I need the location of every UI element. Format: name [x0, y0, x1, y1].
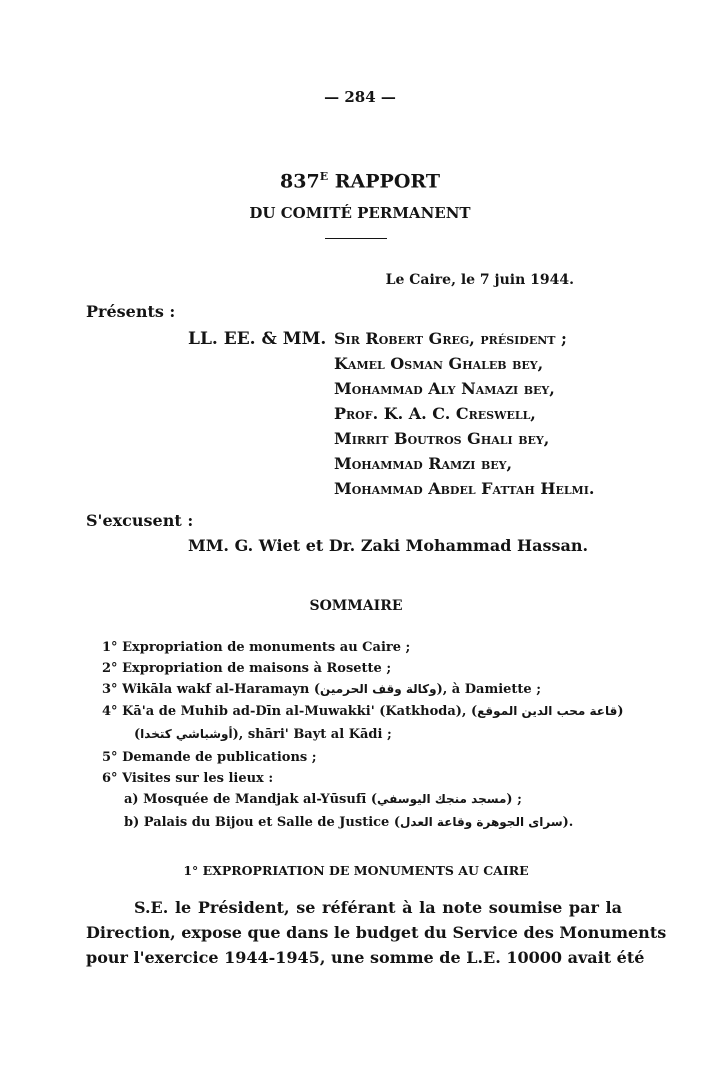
summary-item-6a: [124, 792, 522, 807]
place-date: Le Caire, le 7 juin 1944.: [385, 272, 574, 288]
summary-item-3-text-end: ), à Damiette ;: [436, 682, 542, 697]
member-line: Mohammad Abdel Fattah Helmi.: [334, 479, 595, 498]
excused-members: MM. G. Wiet et Dr. Zaki Mohammad Hassan.: [188, 536, 589, 555]
member-line: Mohammad Aly Namazi bey,: [334, 379, 555, 398]
summary-item-6a-text: a) Mosquée de Mandjak al-Yūsufī (: [124, 792, 378, 807]
summary-item-6b-arabic: سراى الجوهرة وقاعة العدل: [400, 815, 563, 829]
report-title-word: RAPPORT: [328, 170, 440, 193]
presents-label: Présents :: [86, 302, 176, 321]
report-number-suffix: E: [319, 170, 329, 183]
title-divider: [325, 238, 387, 239]
paragraph-line: Direction, expose que dans le budget du Service des Monuments: [86, 923, 667, 942]
summary-item-2: 2° Expropriation de maisons à Rosette ;: [102, 661, 392, 676]
member-line: Mirrit Boutros Ghali bey,: [334, 429, 550, 448]
summary-item-4-arabic: قاعة محب الدين الموقع: [477, 704, 618, 718]
summary-heading: SOMMAIRE: [309, 598, 403, 614]
excuse-label: S'excusent :: [86, 511, 194, 530]
summary-item-5: 5° Demande de publications ;: [102, 750, 317, 765]
summary-item-4-continued: [134, 727, 392, 742]
summary-item-4: [102, 704, 624, 719]
member-line: Mohammad Ramzi bey,: [334, 454, 513, 473]
summary-item-6a-text-end: ) ;: [506, 792, 522, 807]
summary-item-4-text-close: ): [617, 704, 624, 719]
summary-item-6: 6° Visites sur les lieux :: [102, 771, 274, 786]
summary-item-4-text-end: ), shāri' Bayt al Kādi ;: [232, 727, 392, 742]
member-line: Prof. K. A. C. Creswell,: [334, 404, 536, 423]
summary-item-6b: [124, 815, 573, 830]
report-title: [0, 170, 720, 192]
summary-item-4-paren-open: (: [134, 727, 141, 742]
summary-item-6a-arabic: مسجد منجك اليوسفي: [377, 792, 507, 806]
paragraph-line: pour l'exercice 1944-1945, une somme de L.E. 10000 avait été: [86, 948, 645, 967]
paragraph-line: S.E. le Président, se référant à la note soumise par la: [134, 898, 622, 917]
page-number: — 284 —: [324, 88, 396, 106]
summary-item-4-arabic-2: أوشباشي كتخدا: [140, 727, 233, 741]
member-line: Kamel Osman Ghaleb bey,: [334, 354, 544, 373]
section-heading: 1° EXPROPRIATION DE MONUMENTS AU CAIRE: [183, 863, 529, 878]
summary-item-4-text: 4° Kā'a de Muhib ad-Dīn al-Muwakki' (Katkhoda), (: [102, 704, 478, 719]
report-subtitle: DU COMITÉ PERMANENT: [249, 204, 471, 222]
summary-item-1: 1° Expropriation de monuments au Caire ;: [102, 640, 411, 655]
report-number: 837: [280, 170, 320, 193]
summary-item-3-arabic: وكالة وقف الحرمين: [320, 682, 437, 696]
summary-item-3-text: 3° Wikāla wakf al-Haramayn (: [102, 682, 321, 697]
member-line: Sir Robert Greg, président ;: [334, 329, 567, 348]
members-intro: LL. EE. & MM.: [188, 329, 327, 349]
summary-item-6b-text: b) Palais du Bijou et Salle de Justice (: [124, 815, 401, 830]
summary-item-6b-text-end: ).: [562, 815, 574, 830]
summary-item-3: [102, 682, 541, 697]
